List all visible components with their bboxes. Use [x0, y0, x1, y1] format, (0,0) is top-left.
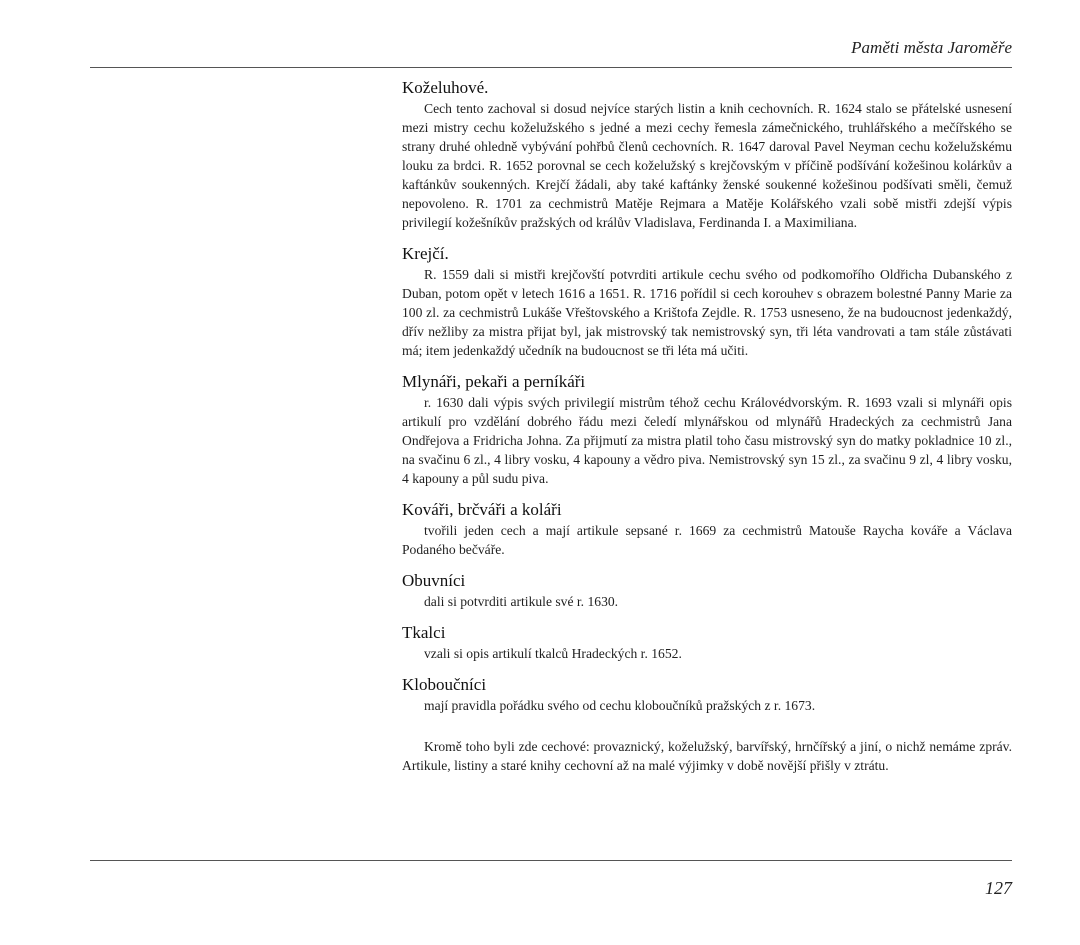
section-text: r. 1630 dali výpis svých privilegií mistrům téhož cechu Královédvorským. R. 1693 vzali si mlynáři opis artikulí pro vzdělání dobrého řádu mezi čeledí mlynářskou od mlynářů Hradeckých za cechmistrů Jana Ondřejova a Fridricha Johna. Za přijmutí za mistra platil toho času mistrovský syn do matky pokladnice 10 zl., na svačinu 6 zl., 4 libry vosku, 4 kapouny a vědro piva. Nemistrovský syn 15 zl., za svačinu 9 zl, 4 libry vosku, 4 kapouny a půl sudu piva. [402, 395, 1012, 486]
section-text: tvořili jeden cech a mají artikule sepsané r. 1669 za cechmistrů Matouše Raycha kováře a Václava Podaného bečváře. [402, 523, 1012, 557]
section-kozesnici [402, 77, 1012, 232]
section-text: mají pravidla pořádku svého od cechu kloboučníků pražských z r. 1673. [424, 698, 816, 713]
section-heading: Krejčí. [402, 244, 449, 263]
section-krejci [402, 243, 1012, 360]
section-tkalci [402, 622, 1012, 663]
section-heading: Obuvníci [402, 571, 466, 590]
section-heading: Koželuhové. [402, 78, 489, 97]
section-heading: Kloboučníci [402, 675, 487, 694]
section-heading: Mlynáři, pekaři a perníkáři [402, 372, 586, 391]
section-mlynari [402, 371, 1012, 488]
section-text: dali si potvrditi artikule své r. 1630. [424, 594, 619, 609]
section-text: Cech tento zachoval si dosud nejvíce starých listin a knih cechovních. R. 1624 stalo se přátelské usnesení mezi mistry cechu koželužského s jedné a mezi cechy řemesla zámečnického, truhlářského a mečířského se strany druhé ohledně vybývání pohřbů členů cechovních. R. 1647 daroval Pavel Neyman cechu koželužskému louku za brdci. R. 1652 porovnal se cech koželužský s krejčovským v příčině podšívání kožešinou kolárkův a kaftánkův soukenných. Krejčí žádali, aby také kaftánky ženské soukenné kožešinou podšívati směli, čemuž nepovoleno. R. 1701 za cechmistrů Matěje Rejmara a Matěje Kolářského vzali sobě mistři zdejší výpis privilegií kožešníkův pražských od králův Vladislava, Ferdinanda I. a Maximiliana. [402, 101, 1012, 230]
section-heading: Kováři, brčváři a koláři [402, 500, 562, 519]
header-rule [90, 67, 1012, 68]
page-body [402, 77, 1012, 775]
closing-paragraph: Kromě toho byli zde cechové: provaznický, koželužský, barvířský, hrnčířský a jiní, o nichž nemáme zpráv. Artikule, listiny a staré knihy cechovní až na malé výjimky v době novější přišly v ztrátu. [402, 739, 1012, 773]
section-heading: Tkalci [402, 623, 446, 642]
section-text: vzali si opis artikulí tkalců Hradeckých r. 1652. [424, 646, 682, 661]
section-kloboucnici [402, 674, 1012, 715]
section-kovari [402, 499, 1012, 559]
section-obuvnici [402, 570, 1012, 611]
section-text: R. 1559 dali si mistři krejčovští potvrditi artikule cechu svého od podkomořího Oldřicha Dubanského z Duban, potom opět v letech 1616 a 1651. R. 1716 pořídil si cech korouhev s obrazem bolestné Panny Marie za 100 zl. za cechmistrů Lukáše Vřeštovského a Krištofa Zejdle. R. 1753 usneseno, že na budoucnost jedenkaždý, dřív nežliby za mistra přijat byl, jak mistrovský tak nemistrovský syn, tři léta vandrovati a tam stále zůstávati má; item jedenkaždý učedník na budoucnost se tři léta má učiti. [402, 267, 1012, 358]
page-number: 127 [985, 878, 1012, 898]
footer-rule [90, 860, 1012, 861]
running-head: Paměti města Jaroměře [851, 38, 1012, 57]
